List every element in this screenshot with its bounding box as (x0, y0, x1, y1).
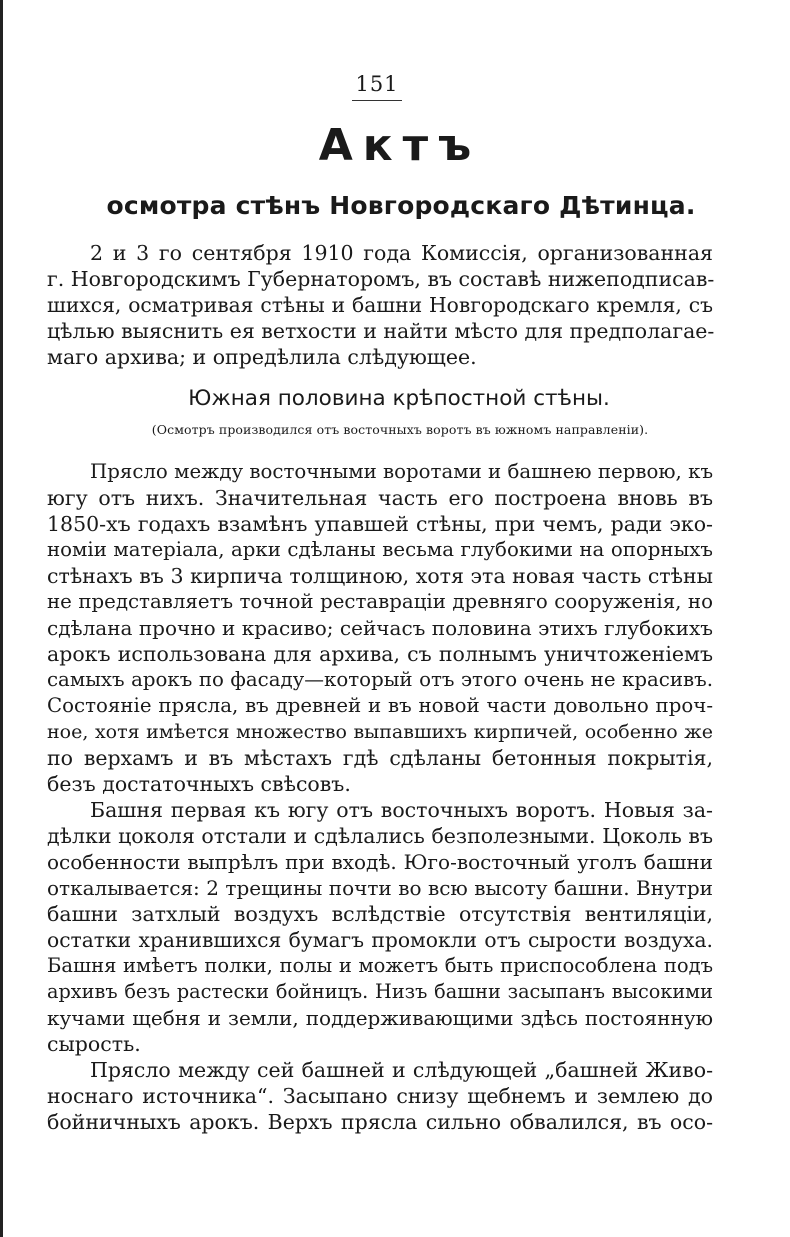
paragraph-1-line: не представляетъ точной реставраціи древняго сооруженія, но (47, 590, 713, 613)
paragraph-2-line: остатки хранившихся бумагъ промокли отъ сырости воздуха. (47, 928, 713, 952)
page-number: 151 (355, 72, 399, 96)
paragraph-1-line: ное, хотя имѣется множество выпавшихъ кирпичей, особенно же (47, 721, 713, 743)
intro-line: цѣлью выяснить ея ветхости и найти мѣсто для предполагае- (47, 319, 715, 343)
paragraph-2-line: кучами щебня и земли, поддерживающими здѣсь постоянную (47, 1006, 713, 1030)
paragraph-1-line: Прясло между восточными воротами и башнею первою, къ (90, 460, 714, 483)
paragraph-2-line: архивъ безъ растески бойницъ. Низъ башни засыпанъ высокими (47, 980, 713, 1003)
document-subtitle: осмотра стѣнъ Новгородскаго Дѣтинца. (106, 191, 696, 220)
paragraph-2-line: Башня первая къ югу отъ восточныхъ воротъ. Новыя за- (90, 798, 713, 822)
document-title: Актъ (318, 120, 482, 171)
intro-line: г. Новгородскимъ Губернаторомъ, въ составѣ нижеподписав- (47, 267, 715, 291)
paragraph-2-line: особенности выпрѣлъ при входѣ. Юго-восточный уголъ башни (47, 850, 713, 874)
paragraph-3-line: Прясло между сей башней и слѣдующей „башней Живо- (90, 1058, 713, 1082)
paragraph-2-line: Башня имѣетъ полки, полы и можетъ быть приспособлена подъ (47, 954, 713, 977)
paragraph-1-line: самыхъ арокъ по фасаду—который отъ этого очень не красивъ. (47, 668, 713, 691)
paragraph-3-line: бойничныхъ арокъ. Верхъ прясла сильно обвалился, въ осо- (47, 1110, 713, 1134)
paragraph-2-line: сырость. (47, 1032, 141, 1056)
paragraph-1-line: по верхамъ и въ мѣстахъ гдѣ сдѣланы бетонныя покрытія, (47, 746, 713, 770)
section-heading: Южная половина крѣпостной стѣны. (188, 386, 610, 411)
page-edge (0, 0, 3, 1237)
intro-line: 2 и 3 го сентября 1910 года Комиссія, организованная (90, 241, 713, 265)
paragraph-1-line: 1850-хъ годахъ взамѣнъ упавшей стѣны, при чемъ, ради эко- (47, 512, 713, 536)
section-note: (Осмотръ производился отъ восточныхъ воротъ въ южномъ направленіи). (151, 422, 649, 437)
paragraph-1-line: югу отъ нихъ. Значительная часть его построена вновь въ (47, 486, 713, 510)
intro-line: маго архива; и опредѣлила слѣдующее. (47, 345, 477, 369)
page-number-rule (352, 100, 402, 101)
paragraph-1-line: безъ достаточныхъ свѣсовъ. (47, 772, 351, 796)
paragraph-1-line: арокъ использована для архива, съ полнымъ уничтоженіемъ (47, 642, 713, 666)
paragraph-2-line: башни затхлый воздухъ вслѣдствіе отсутствія вентиляціи, (47, 902, 713, 926)
paragraph-2-line: дѣлки цоколя отстали и сдѣлались безполезными. Цоколь въ (47, 824, 713, 848)
paragraph-1-line: номіи матеріала, арки сдѣланы весьма глубокими на опорныхъ (47, 538, 713, 561)
paragraph-1-line: стѣнахъ въ 3 кирпича толщиною, хотя эта новая часть стѣны (47, 564, 713, 588)
paragraph-1-line: сдѣлана прочно и красиво; сейчасъ половина этихъ глубокихъ (47, 616, 713, 640)
intro-line: шихся, осматривая стѣны и башни Новгородскаго кремля, съ (47, 293, 713, 317)
paragraph-3-line: носнаго источника“. Засыпано снизу щебнемъ и землею до (47, 1084, 713, 1108)
paragraph-1-line: Состояніе прясла, въ древней и въ новой части довольно проч- (47, 694, 713, 717)
paragraph-2-line: откалывается: 2 трещины почти во всю высоту башни. Внутри (47, 876, 713, 900)
